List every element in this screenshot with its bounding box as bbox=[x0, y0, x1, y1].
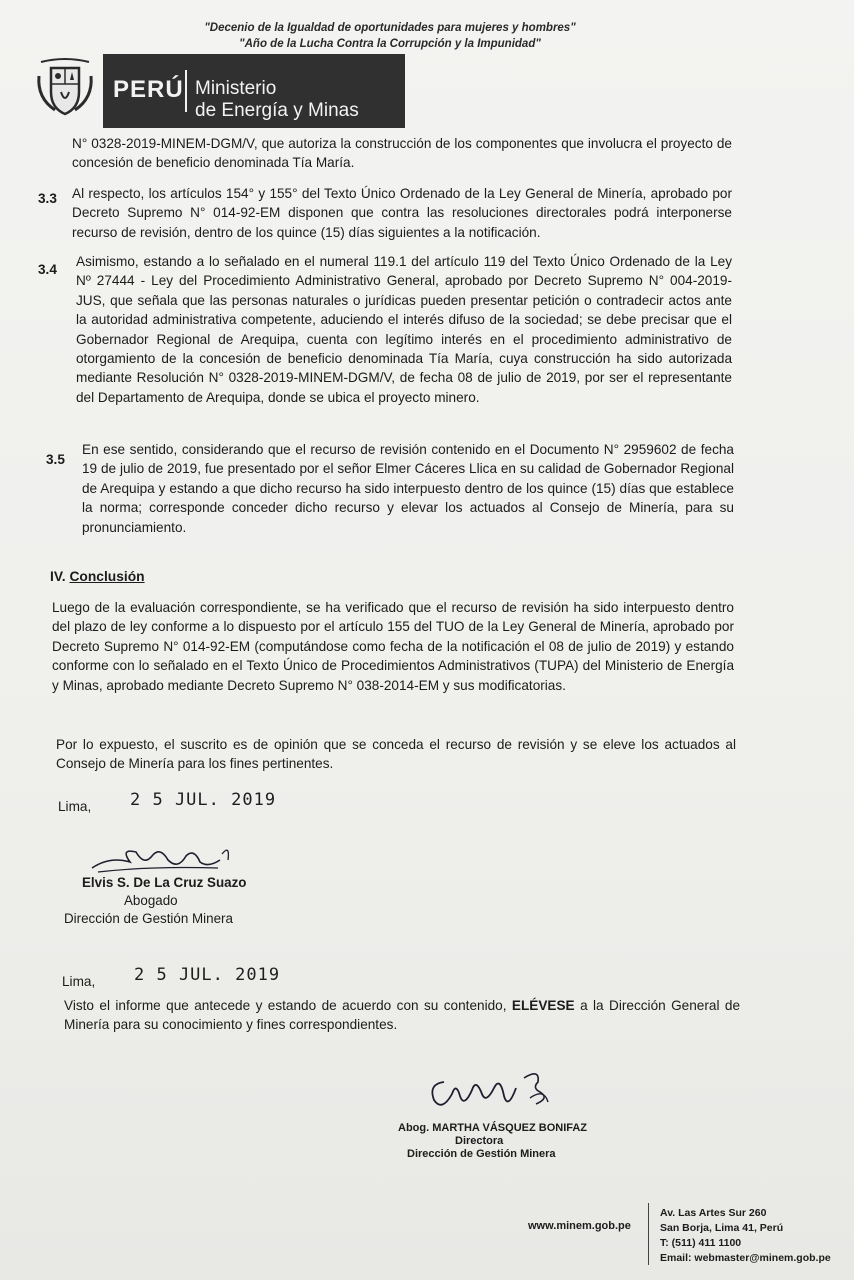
conclusion-heading-number: IV. bbox=[50, 569, 66, 584]
paragraph-3-5: En ese sentido, considerando que el recurso de revisión contenido en el Documento N° 2959602 de fecha 19 de julio de 2019, fue presentado por el señor Elmer Cáceres Llica en su calidad de Gobernador Regional de Arequipa y estando a que dicho recurso ha sido interpuesto dentro de los quince (15) días que establece la norma; corresponde conceder dicho recurso y elevar los actuados al Consejo de Minería, para su pronunciamiento. bbox=[82, 442, 734, 535]
footer-address-1: Av. Las Artes Sur 260 bbox=[660, 1207, 767, 1219]
section-number-3-5: 3.5 bbox=[46, 452, 65, 467]
signoff2-date-stamp: 2 5 JUL. 2019 bbox=[134, 965, 281, 985]
visto-text-before: Visto el informe que antecede y estando de acuerdo con su contenido, bbox=[64, 998, 507, 1013]
signoff1-city: Lima, bbox=[58, 799, 92, 814]
visto-text-after: a la Dirección General de Minería para su conocimiento y fines correspondientes. bbox=[64, 998, 741, 1033]
footer-website: www.minem.gob.pe bbox=[528, 1220, 631, 1232]
signoff1-role: Abogado bbox=[124, 893, 178, 908]
visto-paragraph bbox=[64, 996, 740, 1035]
signoff1-office: Dirección de Gestión Minera bbox=[64, 911, 233, 926]
banner-divider bbox=[185, 70, 187, 112]
footer-divider bbox=[648, 1203, 649, 1265]
signature-1-icon bbox=[90, 838, 240, 878]
conclusion-heading-title: Conclusión bbox=[69, 569, 145, 584]
paragraph-continued: N° 0328-2019-MINEM-DGM/V, que autoriza la construcción de los componentes que involucra el proyecto de concesión de beneficio denominada Tía María. bbox=[72, 136, 732, 171]
coat-of-arms-icon bbox=[33, 54, 97, 118]
footer-address-2: San Borja, Lima 41, Perú bbox=[660, 1222, 784, 1234]
signature-2-icon bbox=[420, 1058, 570, 1120]
section-number-3-3: 3.3 bbox=[38, 191, 57, 206]
header-motto-2: "Año de la Lucha Contra la Corrupción y la Impunidad" bbox=[239, 38, 541, 50]
conclusion-paragraph-2: Por lo expuesto, el suscrito es de opinión que se conceda el recurso de revisión y se eleve los actuados al Consejo de Minería para los fines pertinentes. bbox=[56, 737, 736, 772]
paragraph-3-4: Asimismo, estando a lo señalado en el numeral 119.1 del artículo 119 del Texto Único Ordenado de la Ley Nº 27444 - Ley del Procedimiento Administrativo General, aprobado por Decreto Supremo N° 004-2019-JUS, que señala que las personas naturales o jurídicas pueden presentar petición o contradecir actos ante la autoridad administrativa competente, aduciendo el interés difuso de la sociedad; se debe precisar que el Gobernador Regional de Arequipa, cuenta con legítimo interés en el procedimiento administrativo de otorgamiento de la concesión de beneficio denominada Tía María, cuya construcción ha sido autorizada mediante Resolución N° 0328-2019-MINEM-DGM/V, de fecha 08 de julio de 2019, por ser el representante del Departamento de Arequipa, donde se ubica el proyecto minero. bbox=[76, 254, 732, 405]
signoff2-name: Abog. MARTHA VÁSQUEZ BONIFAZ bbox=[398, 1122, 588, 1134]
signoff1-name: Elvis S. De La Cruz Suazo bbox=[82, 875, 247, 890]
section-number-3-4: 3.4 bbox=[38, 262, 57, 277]
header-motto-1: "Decenio de la Igualdad de oportunidades para mujeres y hombres" bbox=[204, 22, 576, 34]
conclusion-paragraph-1: Luego de la evaluación correspondiente, se ha verificado que el recurso de revisión ha sido interpuesto dentro del plazo de ley conforme a lo dispuesto por el artículo 155 del TUO de la Ley General de Minería, aprobado por Decreto Supremo N° 014-92-EM (computándose como fecha de la notificación el 08 de julio de 2019) y estando conforme con lo señalado en el Texto Único de Procedimientos Administrativos (TUPA) del Ministerio de Energía y Minas, aprobado mediante Decreto Supremo N° 038-2014-EM y sus modificatorias. bbox=[52, 600, 734, 693]
signoff2-office: Dirección de Gestión Minera bbox=[407, 1148, 556, 1160]
signoff2-role: Directora bbox=[455, 1135, 504, 1147]
visto-bold-word: ELÉVESE bbox=[511, 998, 575, 1013]
conclusion-heading bbox=[50, 569, 145, 584]
footer-email: Email: webmaster@minem.gob.pe bbox=[660, 1252, 831, 1264]
signoff1-date-stamp: 2 5 JUL. 2019 bbox=[130, 790, 277, 810]
country-label: PERÚ bbox=[113, 76, 184, 103]
ministry-name-line2: de Energía y Minas bbox=[195, 100, 359, 121]
footer-phone: T: (511) 411 1100 bbox=[660, 1237, 742, 1249]
paragraph-3-3: Al respecto, los artículos 154° y 155° del Texto Único Ordenado de la Ley General de Minería, aprobado por Decreto Supremo N° 014-92-EM disponen que contra las resoluciones directorales podrá interponerse recurso de revisión, dentro de los quince (15) días siguientes a la notificación. bbox=[72, 186, 732, 240]
signoff2-city: Lima, bbox=[62, 974, 96, 989]
ministry-name-line1: Ministerio bbox=[195, 78, 277, 99]
ministry-banner bbox=[103, 54, 405, 128]
